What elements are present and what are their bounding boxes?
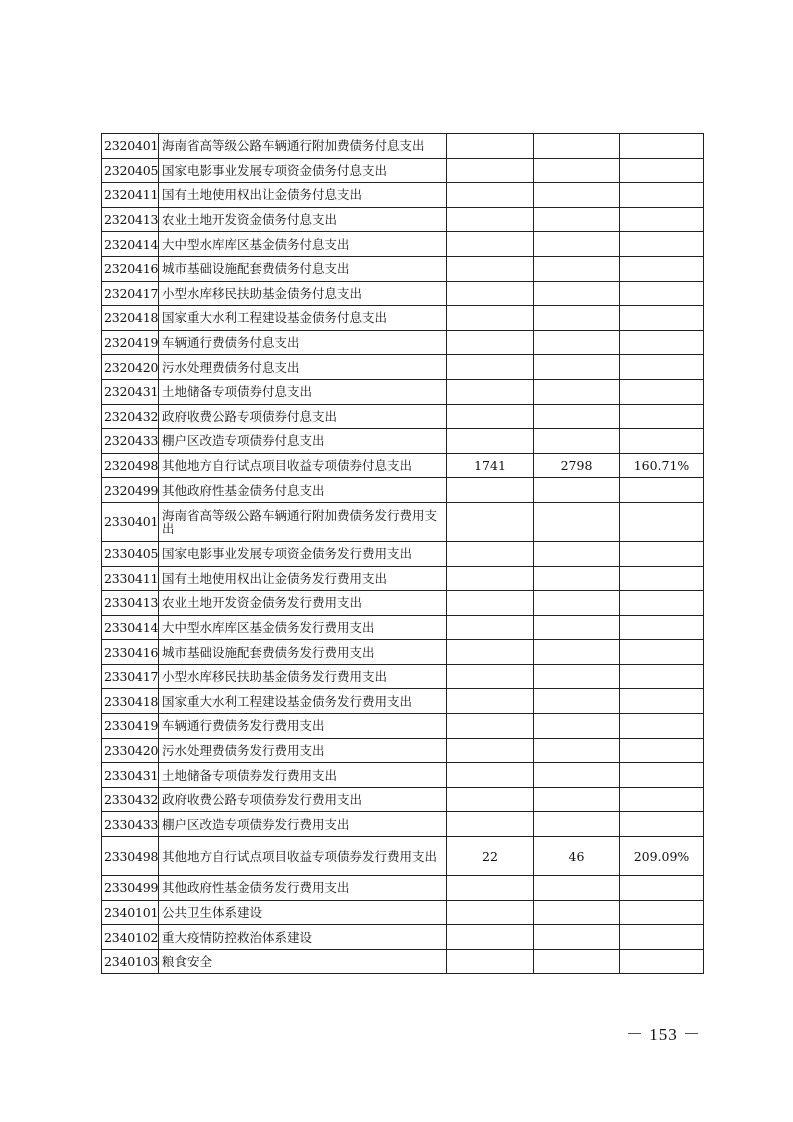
value-cell-3 [620, 379, 704, 404]
value-cell-1 [447, 330, 534, 355]
value-cell-3 [620, 306, 704, 331]
name-cell: 国家电影事业发展专项资金债务付息支出 [159, 158, 447, 183]
value-cell-1 [447, 429, 534, 454]
value-cell-2 [534, 763, 620, 788]
value-cell-3 [620, 281, 704, 306]
code-cell: 2330405 [102, 541, 159, 566]
value-cell-2 [534, 502, 620, 541]
table-row [102, 453, 704, 478]
name-cell: 污水处理费债务付息支出 [159, 355, 447, 380]
name-cell: 其他地方自行试点项目收益专项债券付息支出 [159, 453, 447, 478]
name-cell: 城市基础设施配套费债务发行费用支出 [159, 640, 447, 665]
value-cell-1 [447, 812, 534, 837]
name-cell: 政府收费公路专项债券付息支出 [159, 404, 447, 429]
table-row [102, 615, 704, 640]
value-cell-3 [620, 787, 704, 812]
code-cell: 2320499 [102, 478, 159, 503]
value-cell-2 [534, 232, 620, 257]
name-cell: 大中型水库库区基金债务发行费用支出 [159, 615, 447, 640]
value-cell-3 [620, 429, 704, 454]
code-cell: 2330411 [102, 566, 159, 591]
value-cell-3 [620, 615, 704, 640]
table-row [102, 876, 704, 901]
value-cell-3 [620, 330, 704, 355]
table-row [102, 591, 704, 616]
code-cell: 2330418 [102, 689, 159, 714]
value-cell-3 [620, 158, 704, 183]
table-row [102, 949, 704, 974]
table-row [102, 763, 704, 788]
code-cell: 2340102 [102, 925, 159, 950]
value-cell-3 [620, 640, 704, 665]
value-cell-2 [534, 355, 620, 380]
value-cell-3 [620, 664, 704, 689]
value-cell-1 [447, 738, 534, 763]
value-cell-2 [534, 714, 620, 739]
value-cell-3 [620, 355, 704, 380]
name-cell: 国家电影事业发展专项资金债务发行费用支出 [159, 541, 447, 566]
table-row [102, 306, 704, 331]
name-cell: 公共卫生体系建设 [159, 900, 447, 925]
name-cell: 土地储备专项债券付息支出 [159, 379, 447, 404]
code-cell: 2320413 [102, 207, 159, 232]
table-row [102, 256, 704, 281]
value-cell-2 [534, 876, 620, 901]
code-cell: 2320418 [102, 306, 159, 331]
value-cell-3 [620, 502, 704, 541]
value-cell-1: 22 [447, 837, 534, 876]
code-cell: 2320433 [102, 429, 159, 454]
code-cell: 2330433 [102, 812, 159, 837]
value-cell-3 [620, 591, 704, 616]
value-cell-1 [447, 566, 534, 591]
name-cell: 土地储备专项债券发行费用支出 [159, 763, 447, 788]
table-row [102, 925, 704, 950]
table-row [102, 281, 704, 306]
value-cell-2 [534, 787, 620, 812]
value-cell-3 [620, 949, 704, 974]
name-cell: 粮食安全 [159, 949, 447, 974]
code-cell: 2340103 [102, 949, 159, 974]
code-cell: 2320431 [102, 379, 159, 404]
table-row [102, 541, 704, 566]
table-row [102, 837, 704, 876]
table-row [102, 379, 704, 404]
table-row [102, 183, 704, 208]
name-cell: 小型水库移民扶助基金债务发行费用支出 [159, 664, 447, 689]
table-row [102, 355, 704, 380]
table-row [102, 330, 704, 355]
table-row [102, 664, 704, 689]
name-cell: 农业土地开发资金债务发行费用支出 [159, 591, 447, 616]
value-cell-3 [620, 232, 704, 257]
name-cell: 海南省高等级公路车辆通行附加费债务发行费用支出 [159, 502, 447, 541]
value-cell-2 [534, 925, 620, 950]
value-cell-1 [447, 502, 534, 541]
value-cell-3 [620, 812, 704, 837]
value-cell-1 [447, 689, 534, 714]
value-cell-2 [534, 689, 620, 714]
value-cell-2 [534, 207, 620, 232]
code-cell: 2320405 [102, 158, 159, 183]
value-cell-1 [447, 900, 534, 925]
table-row [102, 689, 704, 714]
value-cell-1 [447, 404, 534, 429]
value-cell-2 [534, 812, 620, 837]
value-cell-1 [447, 541, 534, 566]
name-cell: 小型水库移民扶助基金债务付息支出 [159, 281, 447, 306]
value-cell-1 [447, 478, 534, 503]
name-cell: 污水处理费债务发行费用支出 [159, 738, 447, 763]
value-cell-1 [447, 714, 534, 739]
table-row [102, 640, 704, 665]
value-cell-2: 46 [534, 837, 620, 876]
code-cell: 2320420 [102, 355, 159, 380]
code-cell: 2330420 [102, 738, 159, 763]
code-cell: 2330498 [102, 837, 159, 876]
code-cell: 2320432 [102, 404, 159, 429]
value-cell-3 [620, 763, 704, 788]
name-cell: 重大疫情防控救治体系建设 [159, 925, 447, 950]
value-cell-2 [534, 566, 620, 591]
code-cell: 2320414 [102, 232, 159, 257]
value-cell-3 [620, 404, 704, 429]
name-cell: 国有土地使用权出让金债务发行费用支出 [159, 566, 447, 591]
value-cell-2 [534, 615, 620, 640]
value-cell-2 [534, 429, 620, 454]
value-cell-1 [447, 232, 534, 257]
value-cell-2 [534, 404, 620, 429]
table-row [102, 134, 704, 159]
name-cell: 国有土地使用权出让金债务付息支出 [159, 183, 447, 208]
value-cell-1 [447, 306, 534, 331]
table-row [102, 478, 704, 503]
table-row [102, 812, 704, 837]
value-cell-2 [534, 281, 620, 306]
value-cell-3 [620, 925, 704, 950]
name-cell: 国家重大水利工程建设基金债务发行费用支出 [159, 689, 447, 714]
code-cell: 2330431 [102, 763, 159, 788]
name-cell: 城市基础设施配套费债务付息支出 [159, 256, 447, 281]
name-cell: 其他政府性基金债务发行费用支出 [159, 876, 447, 901]
name-cell: 棚户区改造专项债券付息支出 [159, 429, 447, 454]
name-cell: 其他政府性基金债务付息支出 [159, 478, 447, 503]
code-cell: 2320417 [102, 281, 159, 306]
value-cell-3 [620, 541, 704, 566]
table-row [102, 158, 704, 183]
budget-table [101, 133, 704, 974]
value-cell-3 [620, 134, 704, 159]
value-cell-1 [447, 158, 534, 183]
name-cell: 车辆通行费债务发行费用支出 [159, 714, 447, 739]
value-cell-1 [447, 591, 534, 616]
code-cell: 2340101 [102, 900, 159, 925]
value-cell-1 [447, 207, 534, 232]
value-cell-2 [534, 949, 620, 974]
code-cell: 2330419 [102, 714, 159, 739]
name-cell: 车辆通行费债务付息支出 [159, 330, 447, 355]
code-cell: 2330414 [102, 615, 159, 640]
value-cell-3 [620, 900, 704, 925]
value-cell-2 [534, 478, 620, 503]
code-cell: 2330432 [102, 787, 159, 812]
name-cell: 农业土地开发资金债务付息支出 [159, 207, 447, 232]
value-cell-1 [447, 925, 534, 950]
code-cell: 2330499 [102, 876, 159, 901]
name-cell: 国家重大水利工程建设基金债务付息支出 [159, 306, 447, 331]
page-number: － 153 － [626, 1025, 701, 1044]
value-cell-2 [534, 306, 620, 331]
value-cell-1 [447, 640, 534, 665]
table-row [102, 566, 704, 591]
value-cell-1 [447, 379, 534, 404]
table-row [102, 404, 704, 429]
value-cell-1 [447, 615, 534, 640]
value-cell-2: 2798 [534, 453, 620, 478]
value-cell-1 [447, 664, 534, 689]
name-cell: 大中型水库库区基金债务付息支出 [159, 232, 447, 257]
code-cell: 2330413 [102, 591, 159, 616]
value-cell-3 [620, 876, 704, 901]
value-cell-3 [620, 689, 704, 714]
table-body [102, 134, 704, 974]
value-cell-3 [620, 566, 704, 591]
value-cell-2 [534, 379, 620, 404]
value-cell-3 [620, 478, 704, 503]
value-cell-2 [534, 256, 620, 281]
value-cell-3 [620, 714, 704, 739]
table-row [102, 900, 704, 925]
value-cell-2 [534, 158, 620, 183]
code-cell: 2330401 [102, 502, 159, 541]
code-cell: 2320411 [102, 183, 159, 208]
code-cell: 2330417 [102, 664, 159, 689]
value-cell-2 [534, 330, 620, 355]
value-cell-3 [620, 738, 704, 763]
value-cell-1 [447, 256, 534, 281]
value-cell-3: 160.71% [620, 453, 704, 478]
value-cell-2 [534, 591, 620, 616]
value-cell-3 [620, 256, 704, 281]
value-cell-2 [534, 134, 620, 159]
value-cell-1: 1741 [447, 453, 534, 478]
table-row [102, 502, 704, 541]
value-cell-1 [447, 787, 534, 812]
value-cell-1 [447, 355, 534, 380]
value-cell-2 [534, 664, 620, 689]
name-cell: 政府收费公路专项债券发行费用支出 [159, 787, 447, 812]
code-cell: 2320401 [102, 134, 159, 159]
value-cell-3 [620, 207, 704, 232]
value-cell-1 [447, 949, 534, 974]
code-cell: 2330416 [102, 640, 159, 665]
value-cell-1 [447, 134, 534, 159]
table-row [102, 787, 704, 812]
table-row [102, 232, 704, 257]
name-cell: 其他地方自行试点项目收益专项债券发行费用支出 [159, 837, 447, 876]
value-cell-3 [620, 183, 704, 208]
value-cell-2 [534, 541, 620, 566]
name-cell: 海南省高等级公路车辆通行附加费债务付息支出 [159, 134, 447, 159]
name-cell: 棚户区改造专项债券发行费用支出 [159, 812, 447, 837]
value-cell-1 [447, 183, 534, 208]
code-cell: 2320498 [102, 453, 159, 478]
table-row [102, 429, 704, 454]
value-cell-1 [447, 763, 534, 788]
value-cell-3: 209.09% [620, 837, 704, 876]
code-cell: 2320419 [102, 330, 159, 355]
table-row [102, 738, 704, 763]
code-cell: 2320416 [102, 256, 159, 281]
table-row [102, 714, 704, 739]
value-cell-1 [447, 876, 534, 901]
value-cell-1 [447, 281, 534, 306]
table-row [102, 207, 704, 232]
value-cell-2 [534, 738, 620, 763]
value-cell-2 [534, 183, 620, 208]
value-cell-2 [534, 640, 620, 665]
value-cell-2 [534, 900, 620, 925]
